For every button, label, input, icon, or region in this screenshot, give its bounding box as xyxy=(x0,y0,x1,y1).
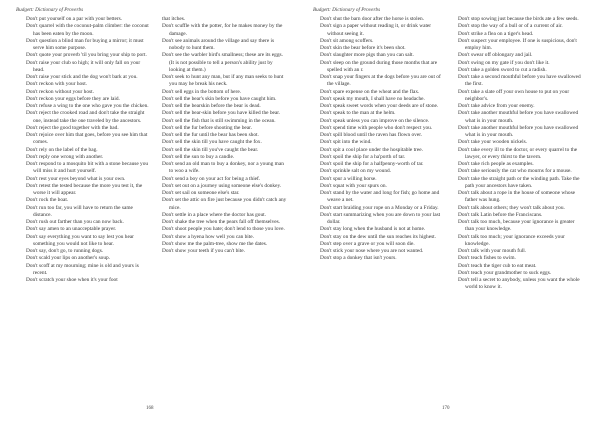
proverb-entry: Don't stay long when the husband is not at home. xyxy=(320,226,426,233)
page-number: 170 xyxy=(442,406,450,411)
proverb-entry: Don't teach the tiger cub to eat meat. xyxy=(458,262,537,269)
proverb-entry: Don't take a second mouthful before you have swallowed the first. xyxy=(458,74,581,88)
proverb-entry: Don't spill blood until the raven has flown over. xyxy=(320,132,423,138)
proverb-entry: Don't rock the boat. xyxy=(26,197,69,204)
proverb-entry: Don't stand by the water and long for fish; go home and weave a net. xyxy=(320,190,440,204)
proverb-entry: Don't set the attic on fire just because you didn't catch any mice. xyxy=(162,197,287,211)
page-number: 168 xyxy=(146,406,154,411)
proverb-entry: Don't sleep on the ground during those months that are spelled with an r. xyxy=(320,59,438,73)
proverb-entry: Don't question a blind man for buying a mirror; it must serve him some purpose. xyxy=(26,37,144,51)
proverb-entry: Don't talk about others; they won't talk about you. xyxy=(458,204,565,211)
proverb-entry: Don't take another mouthful before you have swallowed what is in your mouth. xyxy=(458,124,579,138)
proverb-entry: Don't set sail on someone else's star. xyxy=(162,190,240,196)
proverb-entry: Don't start braiding your rope on a Monday or a Friday. xyxy=(320,204,439,211)
proverb-entry: Don't suspect your employee. If one is suspicious, don't employ him. xyxy=(458,37,577,51)
proverb-entry: Don't swing on my gate if you don't like it. xyxy=(458,59,550,66)
proverb-entry: Don't see animals around the village and say there is nobody to hunt them. xyxy=(162,37,275,51)
proverb-entry: Don't sell the sun to buy a candle. xyxy=(162,153,235,160)
proverb-entry: Don't take every ill to the doctor, or every quarrel to the lawyer, or every thirst to the tavern. xyxy=(458,146,578,160)
proverb-entry: Don't take the straight path or the winding path. Take the path your ancestors have taken. xyxy=(458,175,580,189)
running-head: Budgett: Dictionary of Proverbs xyxy=(313,7,381,13)
proverb-entry: Don't sign a paper without reading it, or drink water without seeing it. xyxy=(320,23,432,37)
proverb-entry: Don't talk Latin before the Franciscans. xyxy=(458,211,543,218)
proverb-entry: Don't take seriously the cat who mourns for a mouse. xyxy=(458,168,572,175)
proverb-entry: Don't seek to hunt any man, but if any man seeks to hunt you may he break his neck. xyxy=(162,74,284,88)
proverb-entry: Don't step over a grave or you will soon die. xyxy=(320,240,415,247)
proverb-entry: Don't refuse a wing to the one who gave you the chicken. xyxy=(26,103,149,109)
right-page xyxy=(300,0,600,424)
proverb-entry: Don't rest your eyes beyond what is your own. xyxy=(26,175,126,182)
proverb-entry: Don't spur a willing horse. xyxy=(320,175,377,182)
proverb-entry: Don't swear off oblongary and jail. xyxy=(458,52,533,59)
proverb-entry: Don't settle in a place where the doctor has gout. xyxy=(162,211,266,218)
proverb-entry: Don't take a golden sword to cut a radish. xyxy=(458,66,547,73)
proverb-entry: Don't sell the fur until the bear has been shot. xyxy=(162,132,259,138)
left-column-1 xyxy=(26,16,152,284)
proverb-entry: Don't tell a secret to anybody, unless you want the whole world to know it. xyxy=(458,277,580,291)
proverb-entry: Don't send an old man to buy a donkey, nor a young man to woo a wife. xyxy=(162,161,284,175)
proverb-entry: Don't run too far, you will have to return the same distance. xyxy=(26,204,133,218)
proverb-entry: Don't shut the barn door after the horse is stolen. xyxy=(320,16,424,22)
proverb-entry: that itches. xyxy=(162,16,186,22)
proverb-entry: Don't sell the fish that is still swimming in the ocean. xyxy=(162,117,276,124)
proverb-entry: Don't sell the skin till you've caught the bear. xyxy=(162,146,259,153)
proverb-entry: Don't stick your nose where you are not wanted. xyxy=(320,248,424,254)
proverb-entry: Don't take another mouthful before you have swallowed what is in your mouth. xyxy=(458,110,579,124)
proverb-entry: Don't reply one wrong with another. xyxy=(26,153,104,160)
proverb-entry: Don't spoil the ship for a ha'porth of tar. xyxy=(320,153,406,160)
proverb-entry: Don't scuffle with the potter, for he makes money by the damage. xyxy=(162,23,283,37)
proverb-entry: Don't speak sweet words when your deeds are of stone. xyxy=(320,103,439,109)
proverb-entry: Don't sell eggs in the bottom of here. xyxy=(162,88,242,95)
proverb-entry: Don't quote your proverb 'til you bring your ship to port. xyxy=(26,52,147,59)
proverb-entry: Don't stop a donkey that isn't yours. xyxy=(320,255,397,262)
proverb-entry: Don't shake the tree when the pears fall off themselves. xyxy=(162,219,281,225)
proverb-entry: Don't rejoice over him that goes, before you see him that comes. xyxy=(26,132,148,146)
proverb-entry: Don't sit among scoffers. xyxy=(320,37,374,44)
proverb-entry: Don't scald your lips on another's soup. xyxy=(26,255,111,262)
proverb-entry: Don't raise your club so high; it will only fall on your head. xyxy=(26,59,141,73)
proverb-entry: Don't take your wooden nickels. xyxy=(458,139,528,146)
proverb-entry: Don't see the warbler bird's smallness; these are its eggs. (It is not possible to tell a person's ability just by looking at them.) xyxy=(162,52,283,73)
proverb-entry: Don't take advice from your enemy. xyxy=(458,103,535,109)
proverb-entry: Don't take rich people as examples. xyxy=(458,161,534,167)
proverb-entry: Don't show me the palm-tree, show me the dates. xyxy=(162,240,268,247)
proverb-entry: Don't speak to the man at the helm. xyxy=(320,110,396,117)
proverb-entry: Don't teach fishes to swim. xyxy=(458,255,516,262)
proverb-entry: Don't strike a flea on a tiger's head. xyxy=(458,30,534,37)
proverb-entry: Don't retest the tested because the more you test it, the worse it will appear. xyxy=(26,182,143,196)
proverb-entry: Don't spit a cool place under the hospitable tree. xyxy=(320,146,423,153)
proverb-entry: Don't stop sowing just because the birds ate a few seeds. xyxy=(458,16,579,22)
proverb-entry: Don't set out on a journey using someone else's donkey. xyxy=(162,182,282,189)
proverb-entry: Don't put yourself on a par with your betters. xyxy=(26,16,123,22)
running-head: Budgett: Dictionary of Proverbs xyxy=(16,7,84,13)
proverb-entry: Don't start summarizing when you are down to your last dollar. xyxy=(320,211,441,225)
proverb-entry: Don't spare expense on the wheat and the flax. xyxy=(320,88,420,95)
proverb-entry: Don't show a hyena how well you can bite. xyxy=(162,233,254,240)
proverb-entry: Don't reckon with your host. xyxy=(26,81,88,88)
proverb-entry: Don't slaughter more pigs than you can salt. xyxy=(320,52,414,59)
proverb-entry: Don't scoff at my mourning; mine is old and yours is recent. xyxy=(26,262,139,276)
proverb-entry: Don't show your teeth if you can't bite. xyxy=(162,248,245,254)
proverb-entry: Don't stop the way of a bull or of a current of air. xyxy=(458,23,563,30)
proverb-entry: Don't say amen to an unacceptable prayer. xyxy=(26,226,117,233)
proverb-entry: Don't skin the bear before it's been shot. xyxy=(320,45,406,51)
proverb-entry: Don't sell the fur before shooting the bear. xyxy=(162,124,253,131)
proverb-entry: Don't sell the bear's skin before you have caught him. xyxy=(162,95,277,102)
proverb-entry: Don't rely on the label of the bag. xyxy=(26,146,98,153)
left-column-2 xyxy=(162,16,288,255)
proverb-entry: Don't reject the crooked road and don't take the straight one, instead take the one traveled by the ancestors. xyxy=(26,110,145,124)
proverb-entry: Don't spend time with people who don't respect you. xyxy=(320,124,433,131)
proverb-entry: Don't spoil the ship for a halfpenny-worth of tar. xyxy=(320,161,424,167)
proverb-entry: Don't speak my mouth, I shall have no headache. xyxy=(320,95,425,102)
proverb-entry: Don't teach your grandmother to suck eggs. xyxy=(458,269,552,276)
proverb-entry: Don't sprinkle salt on my wound. xyxy=(320,168,392,175)
proverb-entry: Don't talk with your mouth full. xyxy=(458,248,527,254)
proverb-entry: Don't rush out farther than you can now back. xyxy=(26,219,124,225)
proverb-entry: Don't respond to a mosquito bit with a stone because you will miss it and hurt yourself. xyxy=(26,161,149,175)
right-column-1 xyxy=(320,16,446,263)
proverb-entry: Don't send a boy on your act for being a thief. xyxy=(162,175,261,182)
proverb-entry: Don't reckon your eggs before they are laid. xyxy=(26,95,120,102)
proverb-entry: Don't talk too much; your ignorance exceeds your knowledge. xyxy=(458,233,565,247)
proverb-entry: Don't quarrel with the coconut-palm climber: the coconut has been eaten by the moon. xyxy=(26,23,149,37)
proverb-entry: Don't talk too much, because your ignorance is greater than your knowledge. xyxy=(458,219,575,233)
proverb-entry: Don't say, don't go, to running dogs. xyxy=(26,248,104,254)
proverb-entry: Don't talk about a rope in the house of someone whose father was hung. xyxy=(458,190,576,204)
proverb-entry: Don't sell the bear-skin before you have killed the bear. xyxy=(162,110,281,117)
proverb-entry: Don't spit into the wind. xyxy=(320,139,372,146)
proverb-entry: Don't raise your stick and the dog won't bark at you. xyxy=(26,74,138,80)
proverb-entry: Don't stay on the dew until the sun reaches its highest. xyxy=(320,233,436,240)
proverb-entry: Don't reckon without your host. xyxy=(26,88,94,95)
proverb-entry: Don't snap your fingers at the dogs before you are out of the village. xyxy=(320,74,441,88)
proverb-entry: Don't shoot people you hate; don't lend to those you love. xyxy=(162,226,285,233)
right-column-2 xyxy=(458,16,584,292)
proverb-entry: Don't scratch your shoe when it's your foot xyxy=(26,277,118,283)
proverb-entry: Don't take a slate off your own house to put on your neighbor's. xyxy=(458,88,570,102)
proverb-entry: Don't sell the skin till you have caught the fox. xyxy=(162,139,262,146)
proverb-entry: Don't sell the bearskin before the bear is dead. xyxy=(162,103,261,109)
proverb-entry: Don't squat with your spurs on. xyxy=(320,182,387,189)
proverb-entry: Don't speak unless you can improve on the silence. xyxy=(320,117,430,124)
proverb-entry: Don't reject the good together with the bad. xyxy=(26,124,119,131)
proverb-entry: Don't say everything you want to say lest you hear something you would not like to hear. xyxy=(26,233,134,247)
